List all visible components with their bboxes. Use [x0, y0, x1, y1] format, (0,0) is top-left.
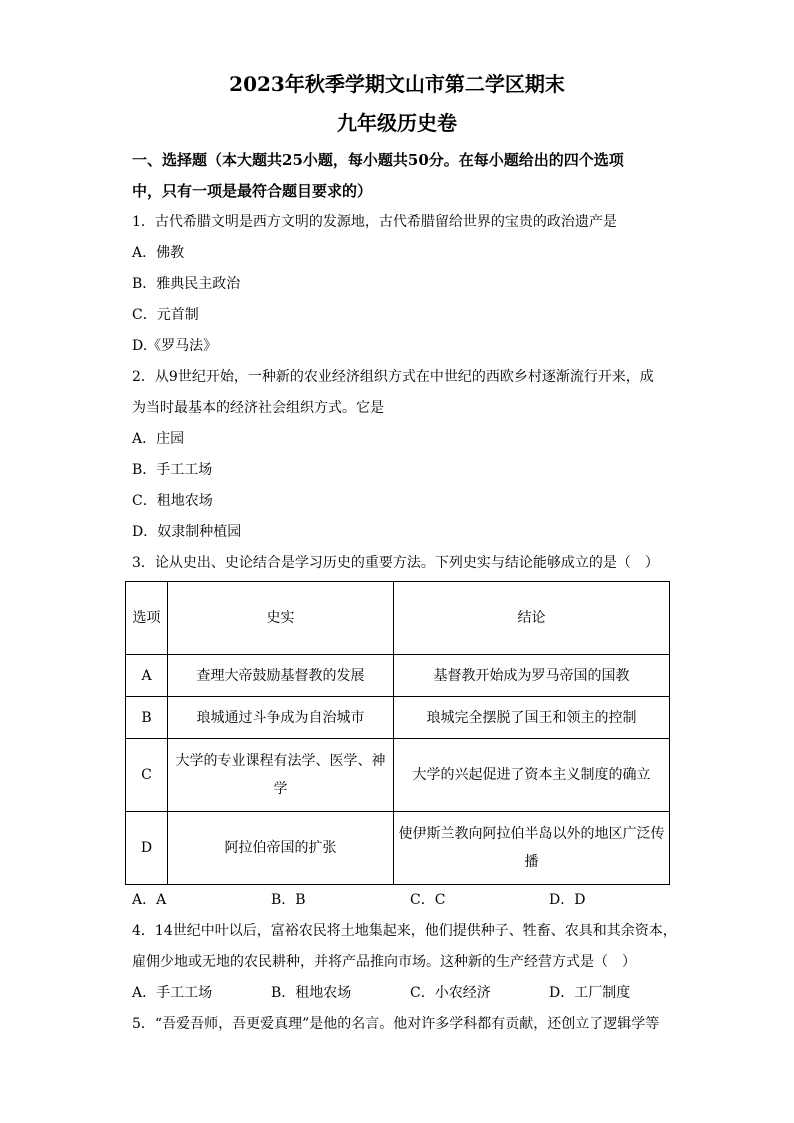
table-cell-option: A [126, 655, 168, 697]
question-3-answer-a: A．A [132, 892, 167, 908]
exam-subtitle: 九年级历史卷 [337, 111, 457, 135]
table-header-conclusion: 结论 [394, 582, 670, 655]
table-header-row [126, 582, 670, 655]
table-cell-fact: 琅城通过斗争成为自治城市 [168, 697, 394, 739]
question-2-option-a: A．庄园 [132, 431, 185, 447]
table-header-fact: 史实 [168, 582, 394, 655]
table-row [126, 812, 670, 885]
table-row [126, 697, 670, 739]
question-4-stem-line2: 雇佣少地或无地的农民耕种，并将产品推向市场。这种新的生产经营方式是（ ） [132, 954, 636, 970]
table-cell-conclusion: 大学的兴起促进了资本主义制度的确立 [394, 739, 670, 812]
question-4-option-b: B．租地农场 [271, 985, 352, 1001]
question-2-option-b: B．手工工场 [132, 462, 213, 478]
table-cell-option: C [126, 739, 168, 812]
question-1-option-c: C．元首制 [132, 307, 199, 323]
question-5-stem: 5．“吾爱吾师，吾更爱真理”是他的名言。他对许多学科都有贡献，还创立了逻辑学等 [132, 1016, 660, 1032]
question-3-stem: 3．论从史出、史论结合是学习历史的重要方法。下列史实与结论能够成立的是（ ） [132, 555, 659, 571]
question-1-option-d: D.《罗马法》 [132, 338, 218, 354]
question-4-option-a: A．手工工场 [132, 985, 213, 1001]
question-4-stem-line1: 4．14世纪中叶以后，富裕农民将土地集起来，他们提供种子、牲畜、农具和其余资本， [132, 923, 677, 939]
question-1-option-a: A．佛教 [132, 245, 185, 261]
table-cell-option: D [126, 812, 168, 885]
table-cell-fact: 阿拉伯帝国的扩张 [168, 812, 394, 885]
exam-title: 2023年秋季学期文山市第二学区期末 [229, 72, 565, 96]
table-cell-conclusion: 琅城完全摆脱了国王和领主的控制 [394, 697, 670, 739]
table-cell-fact: 查理大帝鼓励基督教的发展 [168, 655, 394, 697]
question-4-option-c: C．小农经济 [410, 985, 491, 1001]
question-2-stem-line2: 为当时最基本的经济社会组织方式。它是 [132, 400, 384, 416]
section-instruction-line1: 一、选择题（本大题共25小题，每小题共50分。在每小题给出的四个选项 [132, 151, 624, 169]
question-3-answer-d: D．D [549, 892, 586, 908]
question-2-option-d: D．奴隶制种植园 [132, 524, 242, 540]
question-3-answer-row [132, 890, 672, 910]
table-cell-fact: 大学的专业课程有法学、医学、神学 [168, 739, 394, 812]
question-2-stem-line1: 2．从9世纪开始，一种新的农业经济组织方式在中世纪的西欧乡村逐渐流行开来，成 [132, 369, 654, 385]
question-1-stem: 1．古代希腊文明是西方文明的发源地，古代希腊留给世界的宝贵的政治遗产是 [132, 214, 617, 230]
table-row [126, 655, 670, 697]
question-4-option-d: D．工厂制度 [549, 985, 631, 1001]
question-2-option-c: C．租地农场 [132, 493, 213, 509]
question-3-answer-b: B．B [271, 892, 306, 908]
table-cell-conclusion: 基督教开始成为罗马帝国的国教 [394, 655, 670, 697]
table-cell-conclusion: 使伊斯兰教向阿拉伯半岛以外的地区广泛传播 [394, 812, 670, 885]
table-row [126, 739, 670, 812]
table-cell-option: B [126, 697, 168, 739]
question-3-table [125, 581, 670, 885]
question-4-options-row [132, 983, 672, 1003]
question-3-answer-c: C．C [410, 892, 446, 908]
section-instruction-line2: 中，只有一项是最符合题目要求的） [132, 182, 373, 200]
question-1-option-b: B．雅典民主政治 [132, 276, 241, 292]
table-header-option: 选项 [126, 582, 168, 655]
